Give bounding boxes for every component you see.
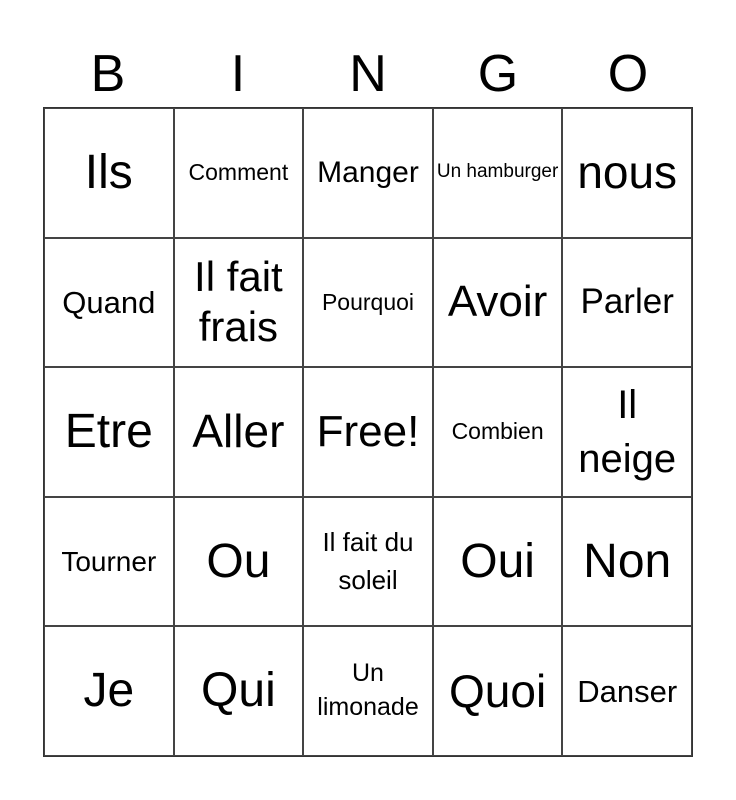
cell-text: Ou [206,534,271,588]
bingo-cell[interactable] [174,497,304,627]
cell-text: Je [83,664,135,718]
bingo-header [43,42,693,106]
cell-text: Quand [62,284,156,320]
bingo-cell[interactable] [303,238,433,368]
bingo-cell[interactable] [562,238,692,368]
cell-text: Qui [201,664,276,718]
bingo-cell[interactable] [433,367,563,497]
cell-text: Combien [451,418,544,445]
cell-text: Etre [64,405,153,459]
cell-text: Free! [316,406,420,456]
bingo-cell[interactable] [562,367,692,497]
header-letter-o: O [607,45,649,103]
bingo-cell[interactable] [433,626,563,756]
bingo-cell[interactable] [174,108,304,238]
cell-text: Un hamburger [436,161,559,183]
cell-text: Pourquoi [321,288,415,315]
bingo-cell[interactable] [303,108,433,238]
bingo-cell[interactable] [44,497,174,627]
cell-text: Quoi [449,664,547,717]
bingo-cell[interactable] [562,497,692,627]
cell-text: Parler [580,282,674,322]
bingo-cell[interactable] [174,367,304,497]
bingo-cell[interactable] [303,367,433,497]
bingo-cell[interactable] [174,626,304,756]
bingo-cell[interactable] [44,367,174,497]
cell-text: Il fait du soleil [322,526,414,595]
cell-text: Tourner [61,545,157,577]
cell-text: Avoir [447,276,548,326]
bingo-cell[interactable] [433,238,563,368]
cell-text: Il neige [578,382,677,481]
cell-text: Oui [460,534,535,588]
cell-text: Aller [192,405,285,458]
bingo-cell[interactable] [433,108,563,238]
cell-text: Il fait frais [194,253,283,351]
bingo-cell[interactable] [44,626,174,756]
header-letter-n: N [349,45,387,103]
cell-text: Ils [84,146,133,199]
bingo-board [43,107,693,757]
header-letter-b: B [90,45,126,103]
cell-text: Comment [188,159,289,185]
bingo-cell[interactable] [562,626,692,756]
header-letter-g: G [477,45,519,103]
cell-text: Danser [577,673,678,709]
cell-text: nous [577,146,678,199]
cell-text: Un limonade [317,659,419,722]
header-letter-i: I [230,45,246,103]
bingo-cell[interactable] [303,497,433,627]
cell-text: Non [583,534,672,588]
bingo-cell[interactable] [44,108,174,238]
bingo-cell[interactable] [433,497,563,627]
bingo-cell[interactable] [174,238,304,368]
cell-text: Manger [317,155,419,189]
bingo-cell[interactable] [303,626,433,756]
bingo-cell[interactable] [44,238,174,368]
bingo-cell[interactable] [562,108,692,238]
